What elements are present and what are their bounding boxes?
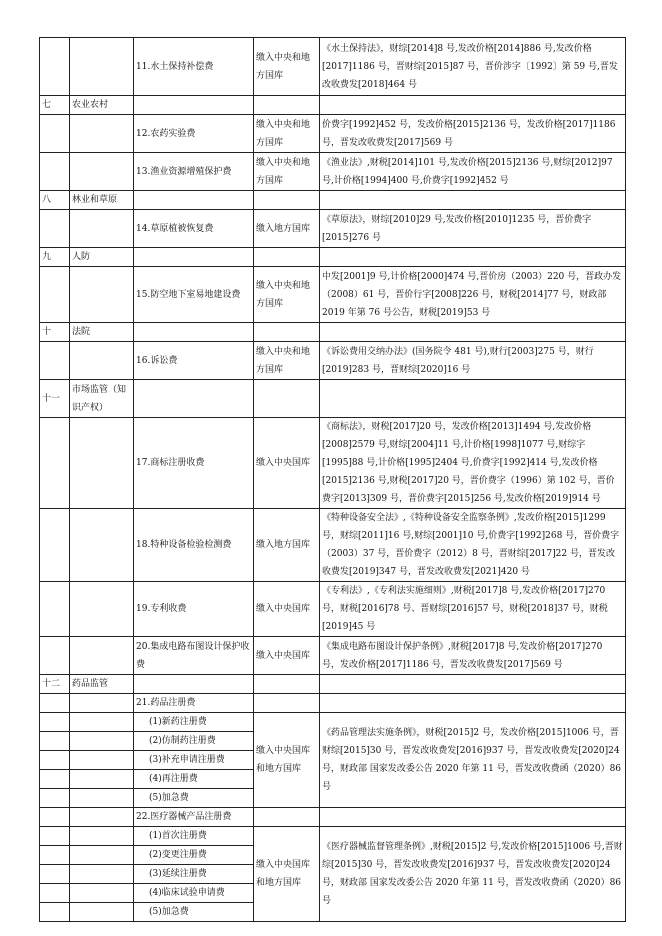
fee-item-row: [40, 267, 626, 323]
category-row: [40, 191, 626, 210]
empty-cell: [254, 380, 320, 418]
empty-cell: [70, 267, 134, 323]
empty-cell: [254, 191, 320, 210]
revenue-channel: 缴入中央国库和地方国库: [254, 827, 320, 922]
revenue-channel: 缴入中央和地方国库: [254, 38, 320, 96]
category-name: 人防: [70, 248, 134, 267]
fee-item-name: 15.防空地下室易地建设费: [134, 267, 254, 323]
empty-cell: [70, 732, 134, 751]
empty-cell: [134, 248, 254, 267]
category-number: 十一: [40, 380, 70, 418]
empty-cell: [40, 115, 70, 153]
empty-cell: [40, 637, 70, 675]
category-number: 十: [40, 323, 70, 342]
empty-cell: [134, 191, 254, 210]
fee-item-row: [40, 418, 626, 509]
empty-cell: [320, 694, 626, 713]
revenue-channel: 缴入中央国库: [254, 582, 320, 637]
empty-cell: [40, 509, 70, 582]
fee-item-name: 12.农药实验费: [134, 115, 254, 153]
fee-sub-item-name: (1)新药注册费: [134, 713, 254, 732]
empty-cell: [70, 827, 134, 846]
revenue-channel: 缴入中央国库和地方国库: [254, 713, 320, 808]
legal-basis: 价费字[1992]452 号，发改价格[2015]2136 号，发改价格[2017]1186 号，晋发改收费发[2017]569 号: [320, 115, 626, 153]
category-row: [40, 96, 626, 115]
fee-sub-item-name: (5)加急费: [134, 789, 254, 808]
fee-sub-item-name: (5)加急费: [134, 903, 254, 922]
empty-cell: [40, 846, 70, 865]
empty-cell: [320, 191, 626, 210]
legal-basis: 《水土保持法》，财综[2014]8 号,发改价格[2014]886 号,发改价格[2017]1186 号，晋财综[2015]87 号，晋价涉字〔1992〕第 59 号,晋发改收费发[2018]464 号: [320, 38, 626, 96]
fee-sub-item-name: (4)临床试验申请费: [134, 884, 254, 903]
empty-cell: [320, 808, 626, 827]
empty-cell: [254, 675, 320, 694]
empty-cell: [70, 153, 134, 191]
empty-cell: [70, 903, 134, 922]
empty-cell: [40, 694, 70, 713]
revenue-channel: 缴入中央国库: [254, 418, 320, 509]
fee-item-name: 11.水土保持补偿费: [134, 38, 254, 96]
empty-cell: [40, 582, 70, 637]
legal-basis: 《商标法》，财税[2017]20 号，发改价格[2013]1494 号,发改价格[2008]2579 号,财综[2004]11 号,计价格[1998]1077 号,财综字[1995]88 号,计价格[1995]2404 号,价费字[1992]414 号,发改价格[2015]2136 号,财税[2017]20 号，晋价费字（1996）第 102 号，晋价费字[2013]309 号，晋价费字[2015]256 号,发改价格[2019]914 号: [320, 418, 626, 509]
empty-cell: [40, 884, 70, 903]
fee-item-name: 14.草原植被恢复费: [134, 210, 254, 248]
legal-basis: 《特种设备安全法》,《特种设备安全监察条例》,发改价格[2015]1299 号，财综[2011]16 号,财综[2001]10 号,价费字[1992]268 号，晋价费字（2003）37 号，晋价费字（2012）8 号，晋财综[2017]22 号，晋发改收费发[2019]347 号，晋发改收费发[2021]420 号: [320, 509, 626, 582]
category-row: [40, 248, 626, 267]
empty-cell: [70, 846, 134, 865]
empty-cell: [320, 248, 626, 267]
revenue-channel: 缴入地方国库: [254, 210, 320, 248]
fee-sub-item-name: (3)补充申请注册费: [134, 751, 254, 770]
empty-cell: [40, 827, 70, 846]
empty-cell: [70, 637, 134, 675]
empty-cell: [40, 808, 70, 827]
fee-group-header-row: [40, 694, 626, 713]
category-number: 九: [40, 248, 70, 267]
legal-basis: 《医疗器械监督管理条例》,财税[2015]2 号,发改价格[2015]1006 号,晋财综[2015]30 号，晋发改收费发[2016]937 号，晋发改收费发[2020]24 号，财政部 国家发改委公告 2020 年第 11 号，晋发改收费函（2020）86 号: [320, 827, 626, 922]
fee-item-row: [40, 509, 626, 582]
empty-cell: [70, 751, 134, 770]
empty-cell: [254, 323, 320, 342]
fee-table-body: [40, 38, 626, 922]
fee-group-header-row: [40, 808, 626, 827]
fee-sub-item-name: (2)仿制药注册费: [134, 732, 254, 751]
fee-item-name: 17.商标注册收费: [134, 418, 254, 509]
legal-basis: 《药品管理法实施条例》，财税[2015]2 号，发改价格[2015]1006 号，晋财综[2015]30 号，晋发改收费发[2016]937 号，晋发改收费发[2020]24 号，财政部 国家发改委公告 2020 年第 11 号，晋发改收费函（2020）86 号: [320, 713, 626, 808]
fee-item-row: [40, 115, 626, 153]
empty-cell: [70, 865, 134, 884]
fee-table: [39, 37, 626, 922]
empty-cell: [40, 732, 70, 751]
empty-cell: [320, 380, 626, 418]
legal-basis: 《专利法》,《专利法实施细则》,财税[2017]8 号,发改价格[2017]270 号，财税[2016]78 号、晋财综[2016]57 号，财税[2018]37 号，财税[2019]45 号: [320, 582, 626, 637]
fee-item-row: [40, 153, 626, 191]
empty-cell: [254, 248, 320, 267]
empty-cell: [40, 418, 70, 509]
fee-item-row: [40, 38, 626, 96]
fee-item-row: [40, 210, 626, 248]
empty-cell: [70, 713, 134, 732]
empty-cell: [70, 509, 134, 582]
category-row: [40, 675, 626, 694]
fee-item-name: 13.渔业资源增殖保护费: [134, 153, 254, 191]
legal-basis: 《集成电路布图设计保护条例》,财税[2017]8 号,发改价格[2017]270 号，发改价格[2017]1186 号，晋发改收费发[2017]569 号: [320, 637, 626, 675]
empty-cell: [254, 96, 320, 115]
category-row: [40, 323, 626, 342]
fee-sub-item-row: [40, 713, 626, 732]
legal-basis: 中发[2001]9 号,计价格[2000]474 号,晋价房（2003）220 号，晋政办发（2008）61 号，晋价行字[2008]226 号，财税[2014]77 号，财政部 2019 年第 76 号公告，财税[2019]53 号: [320, 267, 626, 323]
fee-sub-item-row: [40, 827, 626, 846]
revenue-channel: 缴入中央和地方国库: [254, 342, 320, 380]
category-name: 市场监管（知识产权）: [70, 380, 134, 418]
revenue-channel: 缴入地方国库: [254, 509, 320, 582]
fee-item-name: 20.集成电路布图设计保护收费: [134, 637, 254, 675]
empty-cell: [70, 418, 134, 509]
empty-cell: [70, 770, 134, 789]
empty-cell: [70, 38, 134, 96]
revenue-channel: 缴入中央和地方国库: [254, 115, 320, 153]
revenue-channel: 缴入中央国库: [254, 637, 320, 675]
fee-item-row: [40, 637, 626, 675]
empty-cell: [40, 267, 70, 323]
empty-cell: [40, 342, 70, 380]
fee-sub-item-name: (2)变更注册费: [134, 846, 254, 865]
empty-cell: [320, 96, 626, 115]
empty-cell: [70, 694, 134, 713]
empty-cell: [40, 903, 70, 922]
empty-cell: [70, 582, 134, 637]
category-row: [40, 380, 626, 418]
fee-item-name: 19.专利收费: [134, 582, 254, 637]
fee-sub-item-name: (3)延续注册费: [134, 865, 254, 884]
category-name: 法院: [70, 323, 134, 342]
legal-basis: 《渔业法》,财税[2014]101 号,发改价格[2015]2136 号,财综[2012]97 号,计价格[1994]400 号,价费字[1992]452 号: [320, 153, 626, 191]
empty-cell: [134, 96, 254, 115]
empty-cell: [70, 808, 134, 827]
empty-cell: [40, 38, 70, 96]
empty-cell: [320, 323, 626, 342]
category-number: 七: [40, 96, 70, 115]
legal-basis: 《草原法》，财综[2010]29 号,发改价格[2010]1235 号，晋价费字[2015]276 号: [320, 210, 626, 248]
empty-cell: [70, 342, 134, 380]
empty-cell: [40, 751, 70, 770]
revenue-channel: 缴入中央和地方国库: [254, 267, 320, 323]
category-name: 药品监管: [70, 675, 134, 694]
category-name: 林业和草原: [70, 191, 134, 210]
empty-cell: [134, 675, 254, 694]
fee-item-row: [40, 582, 626, 637]
category-number: 十二: [40, 675, 70, 694]
revenue-channel: 缴入中央和地方国库: [254, 153, 320, 191]
empty-cell: [40, 210, 70, 248]
category-number: 八: [40, 191, 70, 210]
empty-cell: [40, 153, 70, 191]
fee-sub-item-name: (4)再注册费: [134, 770, 254, 789]
empty-cell: [134, 380, 254, 418]
category-name: 农业农村: [70, 96, 134, 115]
empty-cell: [254, 694, 320, 713]
fee-group-title: 21.药品注册费: [134, 694, 254, 713]
legal-basis: 《诉讼费用交纳办法》(国务院令 481 号),财行[2003]275 号，财行[2019]283 号，晋财综[2020]16 号: [320, 342, 626, 380]
fee-group-title: 22.医疗器械产品注册费: [134, 808, 254, 827]
fee-item-name: 18.特种设备检验检测费: [134, 509, 254, 582]
empty-cell: [320, 675, 626, 694]
empty-cell: [40, 770, 70, 789]
fee-item-row: [40, 342, 626, 380]
empty-cell: [70, 210, 134, 248]
empty-cell: [70, 789, 134, 808]
fee-item-name: 16.诉讼费: [134, 342, 254, 380]
empty-cell: [134, 323, 254, 342]
fee-sub-item-name: (1)首次注册费: [134, 827, 254, 846]
empty-cell: [70, 115, 134, 153]
empty-cell: [254, 808, 320, 827]
empty-cell: [40, 789, 70, 808]
empty-cell: [70, 884, 134, 903]
empty-cell: [40, 865, 70, 884]
empty-cell: [40, 713, 70, 732]
